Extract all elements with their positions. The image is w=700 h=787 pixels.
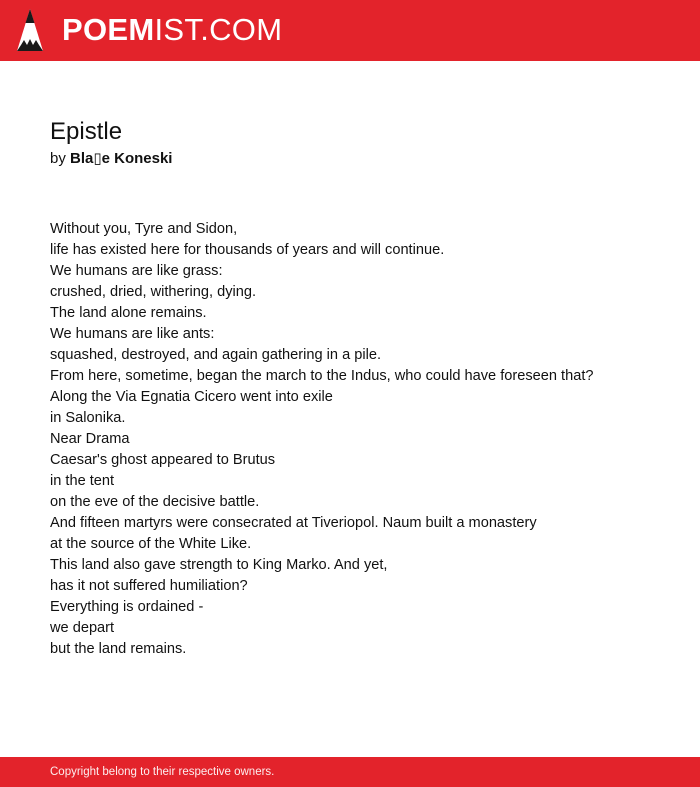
logo-text-light: IST.COM [154,12,283,47]
site-header [0,0,700,61]
by-label: by [50,150,66,167]
poem-line: Along the Via Egnatia Cicero went into exile [50,389,333,405]
copyright-text: Copyright belong to their respective owners. [50,766,275,778]
poem-line: And fifteen martyrs were consecrated at Tiveriopol. Naum built a monastery [50,515,537,531]
poem-line: crushed, dried, withering, dying. [50,284,257,300]
poem-line: From here, sometime, began the march to the Indus, who could have foreseen that? [50,368,594,384]
poem-byline [50,149,172,169]
logo-text-bold: POEM [62,12,155,47]
poem-line: in the tent [50,473,115,489]
poem-line: Everything is ordained - [50,599,204,615]
poem-author: Bla▯e Koneski [70,150,173,167]
poem-line: in Salonika. [50,410,126,426]
poem-line: Without you, Tyre and Sidon, [50,221,238,237]
poem-line: life has existed here for thousands of years and will continue. [50,242,445,258]
pencil-tip-icon[interactable] [17,9,43,51]
poem-line: Near Drama [50,431,130,447]
poem-body [50,219,610,660]
poem-line: on the eve of the decisive battle. [50,494,260,510]
poem-line: at the source of the White Like. [50,536,252,552]
poem-line: has it not suffered humiliation? [50,578,248,594]
poem-line: We humans are like ants: [50,326,215,342]
poem-line: we depart [50,620,115,636]
site-footer [0,757,700,787]
poem-line: We humans are like grass: [50,263,223,279]
site-logo[interactable] [62,12,282,48]
poem-line: The land alone remains. [50,305,207,321]
poem-line: squashed, destroyed, and again gathering in a pile. [50,347,382,363]
poem-line: but the land remains. [50,641,187,657]
poem-line: This land also gave strength to King Marko. And yet, [50,557,388,573]
poem-title: Epistle [50,118,123,145]
poem-line: Caesar's ghost appeared to Brutus [50,452,276,468]
